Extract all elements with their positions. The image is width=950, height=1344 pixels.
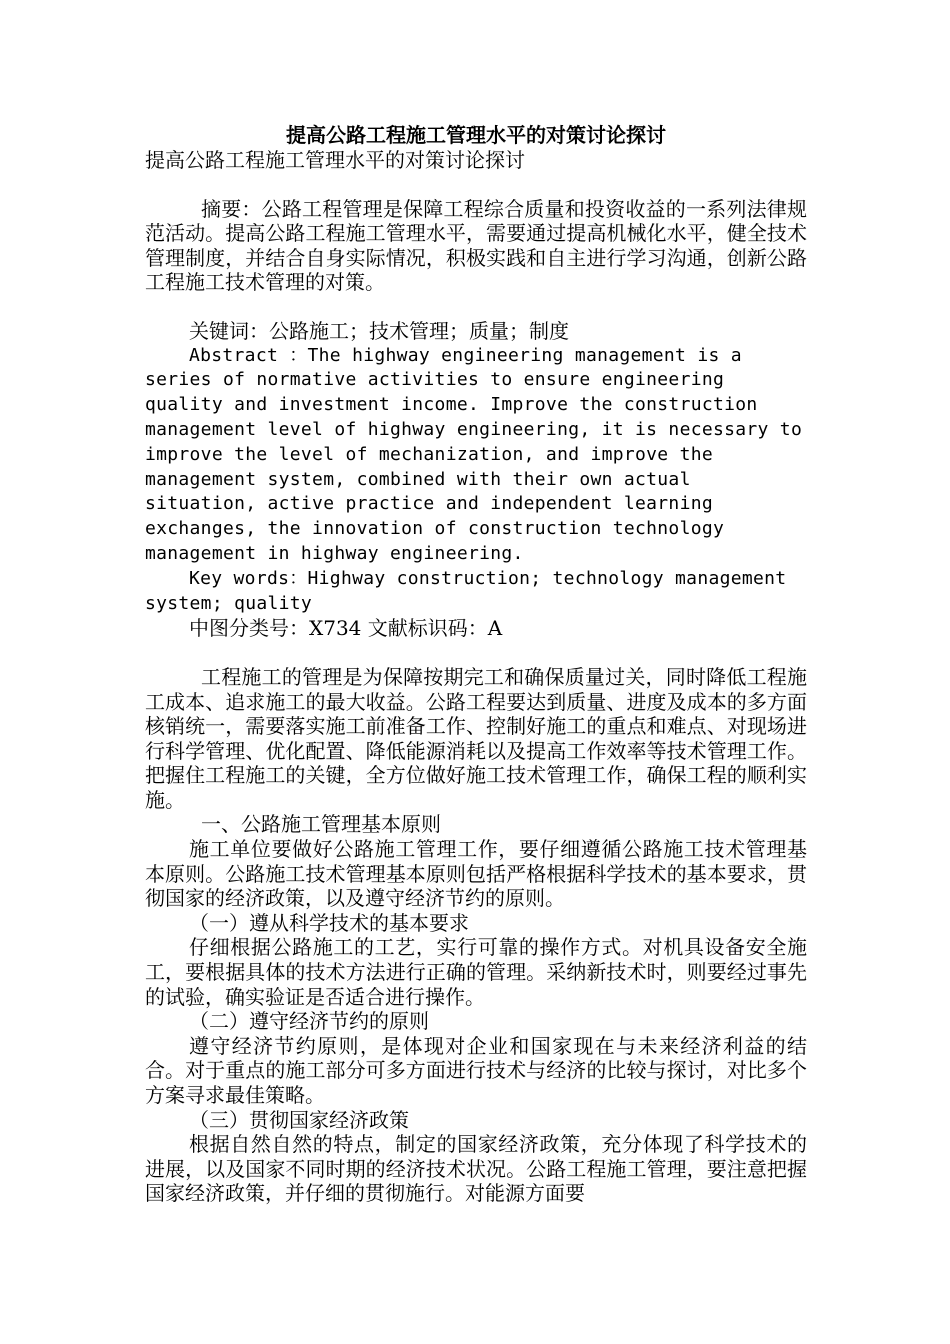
subsection-1-body: 仔细根据公路施工的工艺，实行可靠的操作方式。对机具设备安全施工，要根据具体的技术方法进行正确的管理。采纳新技术时，则要经过事先的试验，确实验证是否适合进行操作。 bbox=[145, 935, 807, 1009]
subsection-heading-2: （二）遵守经济节约的原则 bbox=[189, 1009, 429, 1034]
classification-line: 中图分类号：X734 文献标识码：A bbox=[189, 616, 503, 641]
spacer bbox=[145, 173, 807, 197]
spacer bbox=[145, 641, 807, 665]
subsection-heading-1: （一）遵从科学技术的基本要求 bbox=[189, 910, 469, 935]
keywords-en: Key words：Highway construction; technology management system; quality bbox=[145, 567, 787, 614]
subsection-heading-3: （三）贯彻国家经济政策 bbox=[189, 1107, 409, 1132]
abstract-cn: 摘要：公路工程管理是保障工程综合质量和投资收益的一系列法律规范活动。提高公路工程施工管理水平，需要通过提高机械化水平，健全技术管理制度，并结合自身实际情况，积极实践和自主进行学习沟通，创新公路工程施工技术管理的对策。 bbox=[145, 196, 807, 295]
abstract-en: Abstract ：The highway engineering management is a series of normative activities to ensure engineering quality and investment income. Improve the construction management level of highway engineering, it is necessary to improve the level of mechanization, and improve the management system, combined with their own actual situation, active practice and independent learning exchanges, the innovation of construction technology management in highway engineering. bbox=[145, 344, 803, 564]
keywords-cn: 关键词：公路施工；技术管理；质量；制度 bbox=[189, 318, 569, 343]
intro-paragraph: 工程施工的管理是为保障按期完工和确保质量过关，同时降低工程施工成本、追求施工的最大收益。公路工程要达到质量、进度及成本的多方面核销统一，需要落实施工前准备工作、控制好施工的重点和难点、对现场进行科学管理、优化配置、降低能源消耗以及提高工作效率等技术管理工作。把握住工程施工的关键，全方位做好施工技术管理工作，确保工程的顺利实施。 bbox=[145, 664, 807, 812]
document-page bbox=[145, 122, 807, 1206]
spacer bbox=[145, 295, 807, 319]
section-heading-1: 一、公路施工管理基本原则 bbox=[201, 812, 441, 837]
subsection-2-body: 遵守经济节约原则，是体现对企业和国家现在与未来经济利益的结合。对于重点的施工部分可多方面进行技术与经济的比较与探讨，对比多个方案寻求最佳策略。 bbox=[145, 1033, 807, 1108]
document-title: 提高公路工程施工管理水平的对策讨论探讨 bbox=[286, 123, 666, 147]
section-1-body: 施工单位要做好公路施工管理工作，要仔细遵循公路施工技术管理基本原则。公路施工技术管理基本原则包括严格根据科学技术的基本要求，贯彻国家的经济政策，以及遵守经济节约的原则。 bbox=[145, 837, 807, 911]
document-subtitle: 提高公路工程施工管理水平的对策讨论探讨 bbox=[145, 148, 525, 172]
subsection-3-body: 根据自然自然的特点，制定的国家经济政策，充分体现了科学技术的进展，以及国家不同时期的经济技术状况。公路工程施工管理，要注意把握国家经济政策，并仔细的贯彻施行。对能源方面要 bbox=[145, 1132, 807, 1206]
